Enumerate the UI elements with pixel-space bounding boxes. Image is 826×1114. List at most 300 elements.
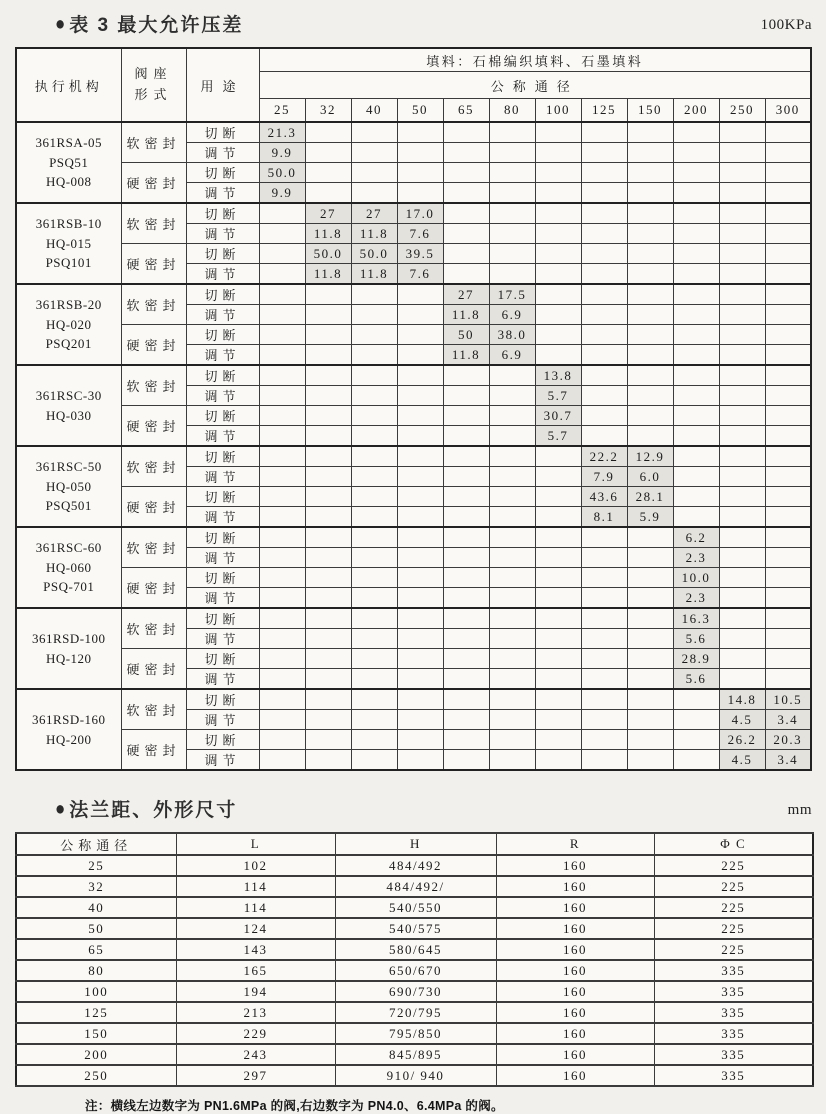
pressure-value-cell: 11.8 bbox=[443, 345, 489, 366]
pressure-value-cell bbox=[489, 467, 535, 487]
pressure-value-cell bbox=[719, 507, 765, 528]
pressure-value-cell bbox=[627, 750, 673, 771]
pressure-value-cell bbox=[489, 426, 535, 447]
pressure-value-cell bbox=[305, 548, 351, 568]
pressure-value-cell bbox=[535, 305, 581, 325]
pressure-value-cell: 3.4 bbox=[765, 750, 811, 771]
pressure-value-cell bbox=[489, 203, 535, 224]
pressure-value-cell bbox=[305, 710, 351, 730]
pressure-value-cell: 6.2 bbox=[673, 527, 719, 548]
pressure-value-cell bbox=[397, 446, 443, 467]
pressure-value-cell bbox=[765, 345, 811, 366]
pressure-value-cell bbox=[397, 406, 443, 426]
pressure-value-cell bbox=[719, 629, 765, 649]
pressure-value-cell bbox=[673, 264, 719, 285]
table-row bbox=[16, 1065, 813, 1086]
diameter-header-cell: 200 bbox=[673, 99, 719, 123]
dims-value-cell: 114 bbox=[176, 876, 335, 897]
pressure-value-cell: 7.9 bbox=[581, 467, 627, 487]
pressure-value-cell bbox=[259, 264, 305, 285]
dims-value-cell: 484/492 bbox=[335, 855, 496, 876]
pressure-value-cell bbox=[535, 163, 581, 183]
seat-type-cell: 硬密封 bbox=[121, 406, 186, 447]
pressure-value-cell bbox=[627, 689, 673, 710]
pressure-value-cell: 21.3 bbox=[259, 122, 305, 143]
pressure-value-cell bbox=[719, 568, 765, 588]
pressure-value-cell bbox=[627, 163, 673, 183]
pressure-value-cell bbox=[351, 143, 397, 163]
pressure-value-cell: 28.9 bbox=[673, 649, 719, 669]
pressure-value-cell bbox=[305, 305, 351, 325]
dims-value-cell: 335 bbox=[654, 1002, 813, 1023]
table-row bbox=[16, 939, 813, 960]
pressure-value-cell bbox=[673, 446, 719, 467]
dims-value-cell: 540/575 bbox=[335, 918, 496, 939]
pressure-value-cell bbox=[581, 527, 627, 548]
use-cell: 调节 bbox=[186, 426, 259, 447]
use-cell: 切断 bbox=[186, 689, 259, 710]
use-cell: 切断 bbox=[186, 446, 259, 467]
pressure-value-cell bbox=[351, 487, 397, 507]
pressure-value-cell bbox=[351, 345, 397, 366]
pressure-value-cell bbox=[673, 244, 719, 264]
table-row bbox=[16, 244, 811, 264]
pressure-value-cell bbox=[719, 345, 765, 366]
pressure-value-cell bbox=[305, 325, 351, 345]
pressure-value-cell bbox=[627, 649, 673, 669]
pressure-value-cell bbox=[259, 224, 305, 244]
pressure-value-cell bbox=[351, 669, 397, 690]
dims-value-cell: 125 bbox=[16, 1002, 176, 1023]
pressure-value-cell bbox=[719, 527, 765, 548]
pressure-value-cell bbox=[351, 183, 397, 204]
pressure-value-cell bbox=[397, 629, 443, 649]
pressure-value-cell bbox=[305, 426, 351, 447]
use-cell: 切断 bbox=[186, 122, 259, 143]
pressure-value-cell bbox=[443, 568, 489, 588]
seat-type-cell: 软密封 bbox=[121, 446, 186, 487]
pressure-value-cell bbox=[443, 163, 489, 183]
pressure-value-cell bbox=[535, 345, 581, 366]
pressure-value-cell bbox=[627, 264, 673, 285]
dims-value-cell: 540/550 bbox=[335, 897, 496, 918]
footnote: 注：横线左边数字为 PN1.6MPa 的阀,右边数字为 PN4.0、6.4MPa 的阀。 bbox=[85, 1099, 504, 1113]
pressure-value-cell bbox=[351, 730, 397, 750]
dims-value-cell: 243 bbox=[176, 1044, 335, 1065]
pressure-value-cell bbox=[581, 568, 627, 588]
pressure-value-cell bbox=[719, 122, 765, 143]
pressure-value-cell bbox=[581, 264, 627, 285]
pressure-value-cell bbox=[719, 305, 765, 325]
pressure-value-cell bbox=[719, 365, 765, 386]
use-cell: 切断 bbox=[186, 487, 259, 507]
pressure-value-cell bbox=[765, 629, 811, 649]
pressure-value-cell bbox=[443, 527, 489, 548]
pressure-value-cell bbox=[305, 446, 351, 467]
table2-title: 法兰距、外形尺寸 bbox=[69, 800, 238, 821]
dims-value-cell: 580/645 bbox=[335, 939, 496, 960]
pressure-value-cell bbox=[443, 750, 489, 771]
pressure-value-cell: 5.7 bbox=[535, 426, 581, 447]
use-cell: 调节 bbox=[186, 710, 259, 730]
pressure-value-cell bbox=[765, 365, 811, 386]
pressure-value-cell bbox=[305, 507, 351, 528]
pressure-value-cell: 14.8 bbox=[719, 689, 765, 710]
bullet-icon: ● bbox=[55, 12, 66, 35]
pressure-value-cell bbox=[627, 406, 673, 426]
pressure-value-cell bbox=[443, 710, 489, 730]
pressure-value-cell bbox=[305, 527, 351, 548]
pressure-value-cell bbox=[397, 487, 443, 507]
pressure-value-cell: 10.0 bbox=[673, 568, 719, 588]
diameter-header-cell: 80 bbox=[489, 99, 535, 123]
dims-value-cell: 297 bbox=[176, 1065, 335, 1086]
dims-value-cell: 650/670 bbox=[335, 960, 496, 981]
pressure-value-cell bbox=[535, 750, 581, 771]
pressure-value-cell bbox=[581, 750, 627, 771]
table1-title-row bbox=[15, 10, 812, 37]
pressure-value-cell bbox=[719, 203, 765, 224]
use-cell: 切断 bbox=[186, 649, 259, 669]
pressure-value-cell bbox=[581, 588, 627, 609]
pressure-value-cell bbox=[443, 649, 489, 669]
seat-type-cell: 软密封 bbox=[121, 122, 186, 163]
pressure-value-cell: 12.9 bbox=[627, 446, 673, 467]
actuator-cell: 361RSD-160 HQ-200 bbox=[16, 689, 121, 770]
pressure-value-cell bbox=[765, 305, 811, 325]
seat-type-cell: 软密封 bbox=[121, 689, 186, 730]
max-pressure-table bbox=[15, 47, 812, 771]
pressure-value-cell bbox=[765, 426, 811, 447]
pressure-value-cell bbox=[443, 446, 489, 467]
use-cell: 切断 bbox=[186, 568, 259, 588]
max-pressure-table-header bbox=[16, 48, 811, 122]
pressure-value-cell bbox=[397, 345, 443, 366]
dims-header-cell: 公称通径 bbox=[16, 833, 176, 855]
pressure-value-cell bbox=[581, 203, 627, 224]
dims-value-cell: 160 bbox=[496, 855, 654, 876]
pressure-value-cell bbox=[305, 568, 351, 588]
pressure-value-cell: 26.2 bbox=[719, 730, 765, 750]
pressure-value-cell: 17.0 bbox=[397, 203, 443, 224]
pressure-value-cell bbox=[765, 386, 811, 406]
pressure-value-cell bbox=[443, 224, 489, 244]
table-row bbox=[16, 203, 811, 224]
seat-type-cell: 软密封 bbox=[121, 527, 186, 568]
pressure-value-cell: 22.2 bbox=[581, 446, 627, 467]
pressure-value-cell bbox=[627, 183, 673, 204]
pressure-value-cell bbox=[627, 588, 673, 609]
pressure-value-cell bbox=[305, 406, 351, 426]
use-cell: 切断 bbox=[186, 325, 259, 345]
dims-value-cell: 910/ 940 bbox=[335, 1065, 496, 1086]
pressure-value-cell bbox=[719, 467, 765, 487]
pressure-value-cell bbox=[305, 183, 351, 204]
use-cell: 切断 bbox=[186, 730, 259, 750]
pressure-value-cell bbox=[535, 487, 581, 507]
dimensions-table bbox=[15, 832, 814, 1087]
use-cell: 调节 bbox=[186, 548, 259, 568]
dims-value-cell: 40 bbox=[16, 897, 176, 918]
diameter-header-cell: 250 bbox=[719, 99, 765, 123]
pressure-value-cell bbox=[765, 446, 811, 467]
pressure-value-cell bbox=[489, 527, 535, 548]
pressure-value-cell bbox=[259, 710, 305, 730]
pressure-value-cell bbox=[397, 689, 443, 710]
pressure-value-cell bbox=[351, 588, 397, 609]
dims-value-cell: 160 bbox=[496, 939, 654, 960]
pressure-value-cell bbox=[351, 548, 397, 568]
dims-value-cell: 225 bbox=[654, 897, 813, 918]
dims-table-body bbox=[16, 855, 813, 1086]
pressure-value-cell bbox=[535, 467, 581, 487]
table-row bbox=[16, 897, 813, 918]
pressure-value-cell bbox=[535, 244, 581, 264]
pressure-value-cell bbox=[673, 689, 719, 710]
pressure-value-cell bbox=[443, 406, 489, 426]
pressure-value-cell bbox=[397, 143, 443, 163]
pressure-value-cell bbox=[305, 467, 351, 487]
pressure-value-cell bbox=[581, 730, 627, 750]
dims-value-cell: 32 bbox=[16, 876, 176, 897]
table-row bbox=[16, 855, 813, 876]
pressure-value-cell: 50 bbox=[443, 325, 489, 345]
pressure-value-cell bbox=[259, 406, 305, 426]
pressure-value-cell bbox=[719, 386, 765, 406]
pressure-value-cell bbox=[259, 608, 305, 629]
actuator-cell: 361RSA-05 PSQ51 HQ-008 bbox=[16, 122, 121, 203]
pressure-value-cell bbox=[259, 446, 305, 467]
pressure-value-cell bbox=[351, 122, 397, 143]
pressure-value-cell bbox=[627, 122, 673, 143]
pressure-value-cell bbox=[765, 244, 811, 264]
dims-value-cell: 160 bbox=[496, 876, 654, 897]
use-cell: 调节 bbox=[186, 386, 259, 406]
pressure-value-cell bbox=[535, 710, 581, 730]
pressure-value-cell bbox=[259, 345, 305, 366]
pressure-value-cell bbox=[351, 365, 397, 386]
pressure-value-cell bbox=[489, 264, 535, 285]
pressure-value-cell bbox=[581, 325, 627, 345]
pressure-value-cell bbox=[443, 588, 489, 609]
pressure-value-cell bbox=[765, 568, 811, 588]
dims-value-cell: 335 bbox=[654, 1044, 813, 1065]
pressure-value-cell: 30.7 bbox=[535, 406, 581, 426]
pressure-value-cell bbox=[673, 710, 719, 730]
pressure-value-cell bbox=[489, 143, 535, 163]
diameter-header-cell: 300 bbox=[765, 99, 811, 123]
pressure-table-body bbox=[16, 122, 811, 770]
pressure-value-cell bbox=[305, 345, 351, 366]
use-cell: 调节 bbox=[186, 507, 259, 528]
pressure-value-cell bbox=[351, 305, 397, 325]
pressure-value-cell bbox=[673, 325, 719, 345]
seat-column-header bbox=[121, 48, 186, 122]
pressure-value-cell bbox=[351, 325, 397, 345]
table-row bbox=[16, 649, 811, 669]
use-cell: 调节 bbox=[186, 143, 259, 163]
table-row bbox=[16, 689, 811, 710]
dims-value-cell: 102 bbox=[176, 855, 335, 876]
pressure-value-cell bbox=[443, 143, 489, 163]
pressure-value-cell bbox=[535, 325, 581, 345]
dims-value-cell: 845/895 bbox=[335, 1044, 496, 1065]
pressure-value-cell bbox=[443, 426, 489, 447]
pressure-value-cell bbox=[719, 163, 765, 183]
pressure-value-cell bbox=[719, 325, 765, 345]
pressure-value-cell bbox=[581, 284, 627, 305]
pressure-value-cell bbox=[489, 750, 535, 771]
diameter-header-cell: 125 bbox=[581, 99, 627, 123]
use-cell: 调节 bbox=[186, 345, 259, 366]
pressure-value-cell bbox=[259, 568, 305, 588]
dims-header-row bbox=[16, 833, 813, 855]
pressure-value-cell bbox=[351, 608, 397, 629]
pressure-value-cell bbox=[305, 487, 351, 507]
pressure-value-cell bbox=[627, 305, 673, 325]
pressure-value-cell bbox=[351, 568, 397, 588]
pressure-value-cell bbox=[397, 163, 443, 183]
pressure-value-cell bbox=[259, 588, 305, 609]
pressure-value-cell bbox=[351, 629, 397, 649]
dims-value-cell: 160 bbox=[496, 1044, 654, 1065]
dims-value-cell: 690/730 bbox=[335, 981, 496, 1002]
pressure-value-cell bbox=[259, 203, 305, 224]
pressure-value-cell bbox=[627, 325, 673, 345]
pressure-value-cell bbox=[673, 305, 719, 325]
pressure-value-cell: 5.7 bbox=[535, 386, 581, 406]
pressure-value-cell: 27 bbox=[351, 203, 397, 224]
pressure-value-cell bbox=[443, 467, 489, 487]
pressure-value-cell: 2.3 bbox=[673, 588, 719, 609]
dims-value-cell: 160 bbox=[496, 960, 654, 981]
table-row bbox=[16, 527, 811, 548]
actuator-cell: 361RSD-100 HQ-120 bbox=[16, 608, 121, 689]
pressure-value-cell bbox=[397, 284, 443, 305]
packing-header: 填料：石棉编织填料、石墨填料 bbox=[259, 48, 811, 72]
pressure-value-cell bbox=[351, 649, 397, 669]
dims-value-cell: 335 bbox=[654, 1065, 813, 1086]
pressure-value-cell: 17.5 bbox=[489, 284, 535, 305]
pressure-value-cell bbox=[535, 730, 581, 750]
seat-type-cell: 硬密封 bbox=[121, 649, 186, 690]
pressure-value-cell bbox=[581, 163, 627, 183]
pressure-value-cell bbox=[535, 608, 581, 629]
pressure-value-cell bbox=[305, 750, 351, 771]
pressure-value-cell bbox=[719, 244, 765, 264]
pressure-value-cell bbox=[443, 548, 489, 568]
pressure-value-cell bbox=[627, 345, 673, 366]
pressure-value-cell bbox=[443, 669, 489, 690]
pressure-value-cell bbox=[259, 244, 305, 264]
pressure-value-cell bbox=[259, 548, 305, 568]
pressure-value-cell bbox=[397, 608, 443, 629]
pressure-value-cell bbox=[443, 264, 489, 285]
pressure-value-cell bbox=[259, 365, 305, 386]
pressure-value-cell bbox=[719, 446, 765, 467]
pressure-value-cell bbox=[581, 689, 627, 710]
pressure-value-cell bbox=[765, 588, 811, 609]
pressure-value-cell bbox=[719, 487, 765, 507]
pressure-value-cell bbox=[489, 487, 535, 507]
pressure-value-cell bbox=[673, 507, 719, 528]
table-row bbox=[16, 487, 811, 507]
use-cell: 切断 bbox=[186, 608, 259, 629]
pressure-value-cell bbox=[489, 244, 535, 264]
pressure-value-cell bbox=[489, 446, 535, 467]
pressure-value-cell bbox=[627, 224, 673, 244]
pressure-value-cell bbox=[765, 406, 811, 426]
pressure-value-cell bbox=[397, 325, 443, 345]
pressure-value-cell bbox=[535, 689, 581, 710]
table1-unit: 100KPa bbox=[760, 17, 812, 33]
pressure-value-cell bbox=[443, 122, 489, 143]
pressure-value-cell: 16.3 bbox=[673, 608, 719, 629]
pressure-value-cell bbox=[489, 183, 535, 204]
seat-type-cell: 硬密封 bbox=[121, 325, 186, 366]
pressure-value-cell bbox=[305, 649, 351, 669]
table-row bbox=[16, 876, 813, 897]
pressure-value-cell bbox=[397, 527, 443, 548]
dims-value-cell: 335 bbox=[654, 1023, 813, 1044]
use-cell: 调节 bbox=[186, 588, 259, 609]
dims-value-cell: 80 bbox=[16, 960, 176, 981]
pressure-value-cell bbox=[489, 710, 535, 730]
pressure-value-cell: 6.9 bbox=[489, 305, 535, 325]
pressure-value-cell: 6.0 bbox=[627, 467, 673, 487]
pressure-value-cell bbox=[259, 426, 305, 447]
pressure-value-cell: 5.9 bbox=[627, 507, 673, 528]
dims-value-cell: 150 bbox=[16, 1023, 176, 1044]
pressure-value-cell bbox=[673, 467, 719, 487]
dims-value-cell: 250 bbox=[16, 1065, 176, 1086]
pressure-value-cell bbox=[765, 467, 811, 487]
pressure-value-cell: 11.8 bbox=[443, 305, 489, 325]
pressure-value-cell bbox=[673, 163, 719, 183]
pressure-value-cell bbox=[627, 426, 673, 447]
use-cell: 调节 bbox=[186, 224, 259, 244]
pressure-value-cell bbox=[581, 365, 627, 386]
pressure-value-cell bbox=[397, 710, 443, 730]
dims-value-cell: 160 bbox=[496, 981, 654, 1002]
pressure-value-cell bbox=[259, 386, 305, 406]
pressure-value-cell bbox=[351, 446, 397, 467]
pressure-value-cell bbox=[443, 730, 489, 750]
pressure-value-cell: 7.6 bbox=[397, 224, 443, 244]
pressure-value-cell bbox=[351, 406, 397, 426]
pressure-value-cell bbox=[259, 527, 305, 548]
dims-value-cell: 225 bbox=[654, 876, 813, 897]
pressure-value-cell bbox=[765, 183, 811, 204]
pressure-value-cell bbox=[581, 305, 627, 325]
pressure-value-cell bbox=[581, 244, 627, 264]
pressure-value-cell bbox=[765, 507, 811, 528]
pressure-value-cell bbox=[535, 527, 581, 548]
pressure-value-cell: 13.8 bbox=[535, 365, 581, 386]
pressure-value-cell bbox=[305, 730, 351, 750]
pressure-value-cell bbox=[259, 467, 305, 487]
dims-value-cell: 225 bbox=[654, 939, 813, 960]
pressure-value-cell: 11.8 bbox=[305, 264, 351, 285]
pressure-value-cell bbox=[765, 548, 811, 568]
dims-value-cell: 194 bbox=[176, 981, 335, 1002]
table2-unit: mm bbox=[787, 802, 812, 818]
pressure-value-cell bbox=[673, 487, 719, 507]
pressure-value-cell bbox=[627, 730, 673, 750]
use-cell: 调节 bbox=[186, 305, 259, 325]
dims-value-cell: 143 bbox=[176, 939, 335, 960]
pressure-value-cell bbox=[765, 122, 811, 143]
